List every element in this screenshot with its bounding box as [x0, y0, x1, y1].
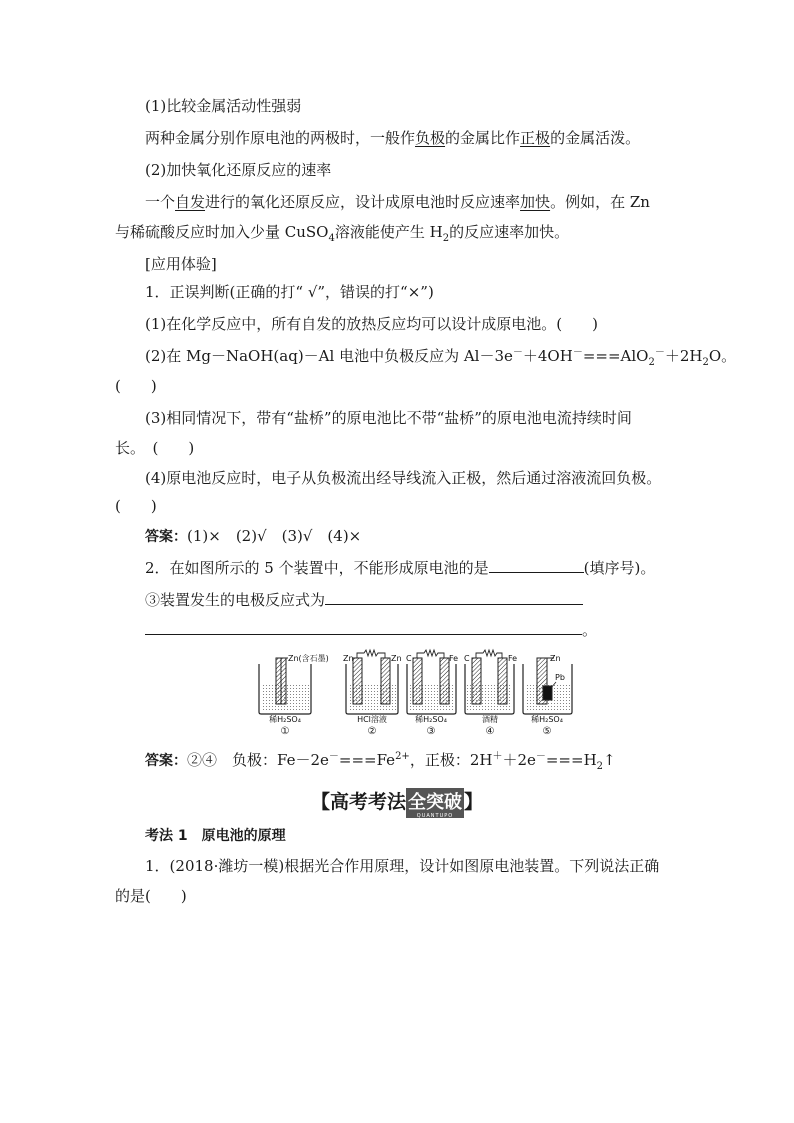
- q1-item2: (2)在 Mg－NaOH(aq)－Al 电池中负极反应为 $Al-3e^-+4OH^-===AlO_2^-+2H_2O$。: [145, 347, 737, 368]
- section1-text: 两种金属分别作原电池的两极时，一般作负极的金属比作正极的金属活泼。: [145, 129, 641, 147]
- answer1: 答案：(1)× (2)√ (3)√ (4)×: [145, 527, 362, 545]
- device-5-side-label: Pb: [555, 673, 565, 682]
- answer2: 答案：②④ 负极：$Fe-2e^-===Fe^{2+}$，正极：$2H^++2e^-===H_2↑$: [145, 751, 616, 772]
- device-1: [259, 653, 329, 737]
- kaofa-q1-cont: 的是( ): [115, 887, 187, 905]
- galvanic-cell-figure: [250, 648, 580, 738]
- section-banner: 【高考考法 全突破 QUANTUPO 】: [0, 787, 794, 818]
- device-5-number: ⑤: [542, 726, 552, 737]
- device-2: [343, 650, 402, 737]
- kaofa-label: 考法 1 原电池的原理: [145, 828, 286, 844]
- banner-highlight: 全突破 QUANTUPO: [406, 788, 464, 818]
- device-1-solution: 稀H₂SO₄: [269, 715, 301, 724]
- device-5: [523, 654, 572, 737]
- device-1-number: ①: [280, 726, 290, 737]
- q2-text: 2．在如图所示的 5 个装置中，不能形成原电池的是 (填序号)。: [145, 556, 710, 578]
- q1-item1: (1)在化学反应中，所有自发的放热反应均可以设计成原电池。( ): [145, 315, 598, 333]
- section2-text: 一个自发进行的氧化还原反应，设计成原电池时反应速率加快。例如，在 Zn: [145, 193, 650, 211]
- q1-item4: (4)原电池反应时，电子从负极流出经导线流入正极，然后通过溶液流回负极。: [145, 469, 662, 487]
- device-5-solution: 稀H₂SO₄: [531, 715, 563, 724]
- banner-title: 高考考法: [329, 791, 406, 813]
- q1-item4-paren: ( ): [115, 497, 157, 515]
- section2-title: (2)加快氧化还原反应的速率: [145, 161, 332, 179]
- section1-title: (1)比较金属活动性强弱: [145, 97, 302, 115]
- device-3: [406, 650, 458, 737]
- device-4-solution: 酒精: [482, 715, 498, 724]
- q1-item2-paren: ( ): [115, 377, 157, 395]
- banner-highlight-subtext: QUANTUPO: [416, 813, 454, 819]
- device-2-solution: HCl溶液: [357, 715, 387, 724]
- device-2-number: ②: [367, 726, 377, 737]
- device-2-right-label: Zn: [391, 654, 402, 663]
- kaofa-q1: 1．(2018·潍坊一模)根据光合作用原理，设计如图原电池装置。下列说法正确: [145, 857, 660, 875]
- q1-item3: (3)相同情况下，带有“盐桥”的原电池比不带“盐桥”的原电池电流持续时间: [145, 409, 632, 427]
- q1-title: 1．正误判断(正确的打“ √”，错误的打“×”): [145, 283, 434, 301]
- q1-item3-cont: 长。 ( ): [115, 439, 195, 457]
- q2-line3: 。: [145, 618, 710, 640]
- device-3-left-label: C: [406, 654, 412, 663]
- device-4-left-label: C: [464, 654, 470, 663]
- device-4-number: ④: [485, 726, 495, 737]
- device-4-right-label: Fe: [508, 654, 518, 663]
- device-1-electrode-label: Zn(含石墨): [288, 654, 329, 663]
- device-3-number: ③: [426, 726, 436, 737]
- section2-text-cont: 与稀硫酸反应时加入少量 CuSO$_4$溶液能使产生 $H_2$的反应速率加快。: [115, 223, 570, 244]
- device-4: [464, 650, 517, 737]
- practice-header: [应用体验]: [145, 255, 217, 273]
- q2-line2: ③装置发生的电极反应式为: [145, 588, 710, 610]
- device-3-right-label: Fe: [449, 654, 459, 663]
- device-3-solution: 稀H₂SO₄: [415, 715, 447, 724]
- device-5-top-label: Zn: [550, 654, 561, 663]
- device-2-left-label: Zn: [343, 654, 354, 663]
